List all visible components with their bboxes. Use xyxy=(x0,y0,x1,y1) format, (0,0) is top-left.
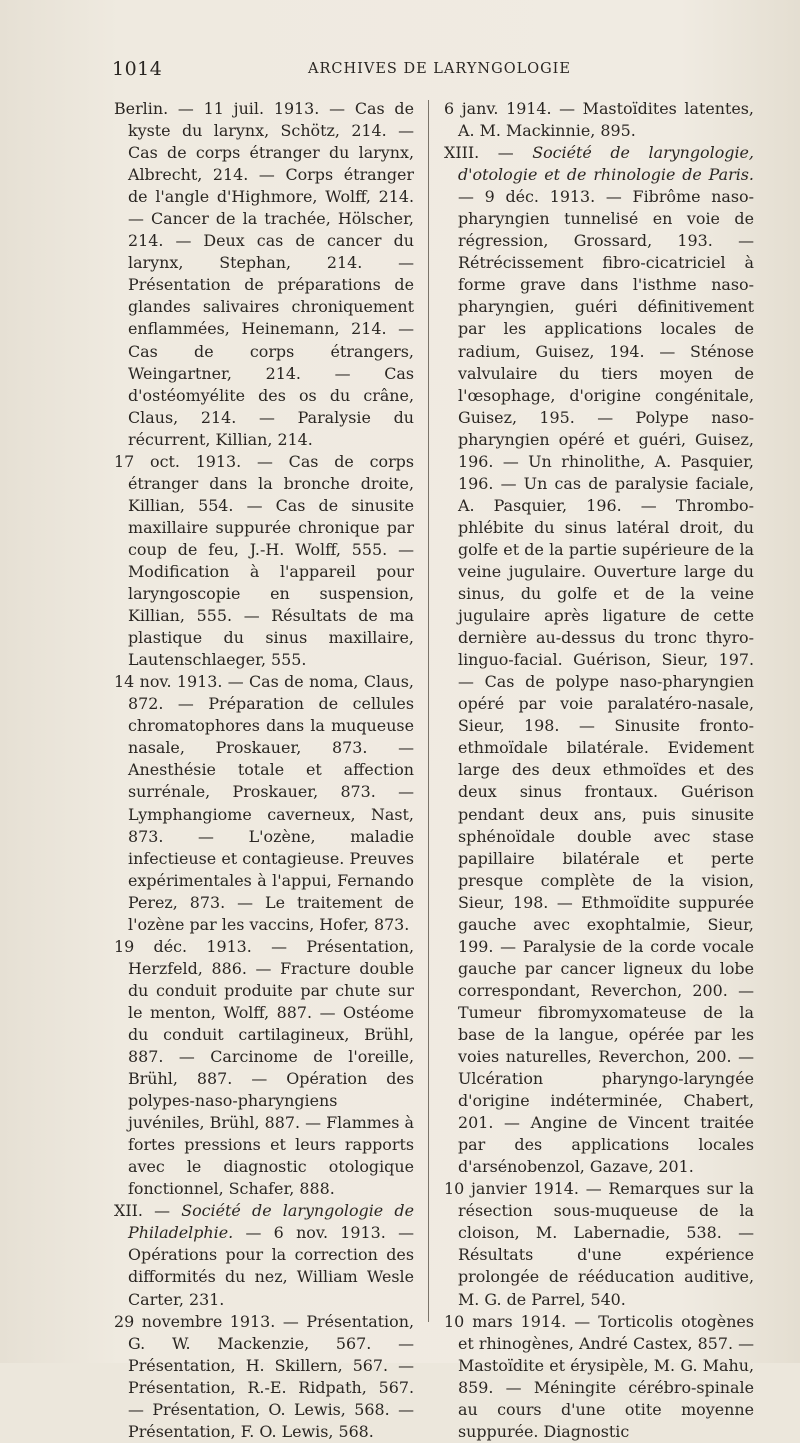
page-number: 1014 xyxy=(112,58,163,80)
page-header xyxy=(112,58,762,86)
entry-berlin-july: Berlin. — 11 juil. 1913. — Cas de kyste du larynx, Schötz, 214. — Cas de corps étranger du larynx, Albrecht, 214. — Corps étranger de l'angle d'Highmore, Wolff, 214. — Cancer de la trachée, Hölscher, 214. — Deux cas de cancer du larynx, Stephan, 214. — Présentation de préparations de glandes salivaires chroniquement enflammées, Heinemann, 214. — Cas de corps étrangers, Weingartner, 214. — Cas d'ostéomyélite des os du crâne, Claus, 214. — Paralysie du récurrent, Killian, 214. xyxy=(114,99,414,449)
section-number: XIII. — xyxy=(444,143,533,163)
society-name: Société de laryngologie, d'otologie et de rhinologie de Paris. xyxy=(458,143,754,185)
section-text: — 9 déc. 1913. — Fibrôme naso-pharyngien tunnelisé en voie de régression, Grossard, 193. — Rétrécissement fibro-cicatriciel à forme grave dans l'isthme naso-pharyngien, guéri définitivement par les applications locales de radium, Guisez, 194. — Sténose valvulaire du tiers moyen de l'œsophage, d'origine congénitale, Guisez, 195. — Polype naso-pharyngien opéré et guéri, Guisez, 196. — Un rhinolithe, A. Pasquier, 196. — Un cas de paralysie faciale, A. Pasquier, 196. — Thrombo-phlébite du sinus latéral droit, du golfe et de la partie supérieure de la veine jugulaire. Ouverture large du sinus, du golfe et de la veine jugulaire après ligature de cette dernière au-dessus du tronc thyro-linguo-facial. Guérison, Sieur, 197. — Cas de polype naso-pharyngien opéré par voie paralatéro-nasale, Sieur, 198. — Sinusite fronto-ethmoïdale bilatérale. Evidement large des deux ethmoïdes et des deux sinus frontaux. Guérison pendant deux ans, puis sinusite sphénoïdale double avec stase papillaire bilatérale et perte presque complète de la vision, Sieur, 198. — Ethmoïdite suppurée gauche avec exophtalmie, Sieur, 199. — Paralysie de la corde vocale gauche par cancer ligneux du lobe correspondant, Reverchon, 200. — Tumeur fibromyxomateuse de la base de la langue, opérée par les voies naturelles, Reverchon, 200. — Ulcération pharyngo-laryngée d'origine indéterminée, Chabert, 201. — Angine de Vincent traitée par des applications locales d'arsénobenzol, Gazave, 201. xyxy=(458,187,754,1177)
entry-10-jan-1914: 10 janvier 1914. — Remarques sur la résection sous-muqueuse de la cloison, M. Labernadie, 538. — Résultats d'une expérience prolongée de rééducation auditive, M. G. de Parrel, 540. xyxy=(444,1179,754,1309)
section-xiii-entry xyxy=(444,142,754,1178)
society-name: Société de laryngologie de Philadelphie. xyxy=(128,1201,414,1243)
entry-dec-1913: 19 déc. 1913. — Présentation, Herzfeld, 886. — Fracture double du conduit produite par chute sur le menton, Wolff, 887. — Ostéome du conduit cartilagineux, Brühl, 887. — Carcinome de l'oreille, Brühl, 887. — Opération des polypes-naso-pharyngiens juvéniles, Brühl, 887. — Flammes à fortes pressions et leurs rapports avec le diagnostic otologique fonctionnel, Schafer, 888. xyxy=(114,936,414,1199)
entry-oct-1913: 17 oct. 1913. — Cas de corps étranger dans la bronche droite, Killian, 554. — Cas de sinusite maxillaire suppurée chronique par coup de feu, J.-H. Wolff, 555. — Modification à l'appareil pour laryngoscopie en suspension, Killian, 555. — Résultats de ma plastique du sinus maxillaire, Lautenschlaeger, 555. xyxy=(114,451,414,670)
running-title: ARCHIVES DE LARYNGOLOGIE xyxy=(308,61,571,77)
left-column xyxy=(114,98,414,1443)
section-xii-entry xyxy=(114,1200,414,1310)
column-divider xyxy=(428,100,429,1322)
entry-nov-1913: 14 nov. 1913. — Cas de noma, Claus, 872. — Préparation de cellules chromatophores dans la muqueuse nasale, Proskauer, 873. — Anesthésie totale et affection surrénale, Proskauer, 873. — Lymphangiome caverneux, Nast, 873. — L'ozène, maladie infectieuse et contagieuse. Preuves expérimentales à l'appui, Fernando Perez, 873. — Le traitement de l'ozène par les vaccins, Hofer, 873. xyxy=(114,672,414,934)
entry-29-nov-1913: 29 novembre 1913. — Présentation, G. W. Mackenzie, 567. — Présentation, H. Skillern, 567. — Présentation, R.-E. Ridpath, 567. — Présentation, O. Lewis, 568. — Présentation, F. O. Lewis, 568. xyxy=(114,1311,414,1441)
section-text: — 6 nov. 1913. — Opérations pour la correction des difformités du nez, William Wesle Carter, 231. xyxy=(128,1223,414,1309)
entry-jan-1914: 6 janv. 1914. — Mastoïdites latentes, A. M. Mackinnie, 895. xyxy=(444,99,754,141)
right-column xyxy=(444,98,754,1443)
section-number: XII. — xyxy=(114,1201,182,1221)
entry-10-mar-1914: 10 mars 1914. — Torticolis otogènes et rhinogènes, André Castex, 857. — Mastoïdite et érysipèle, M. G. Mahu, 859. — Méningite cérébro-spinale au cours d'une otite moyenne suppurée. Diagnostic xyxy=(444,1311,754,1441)
